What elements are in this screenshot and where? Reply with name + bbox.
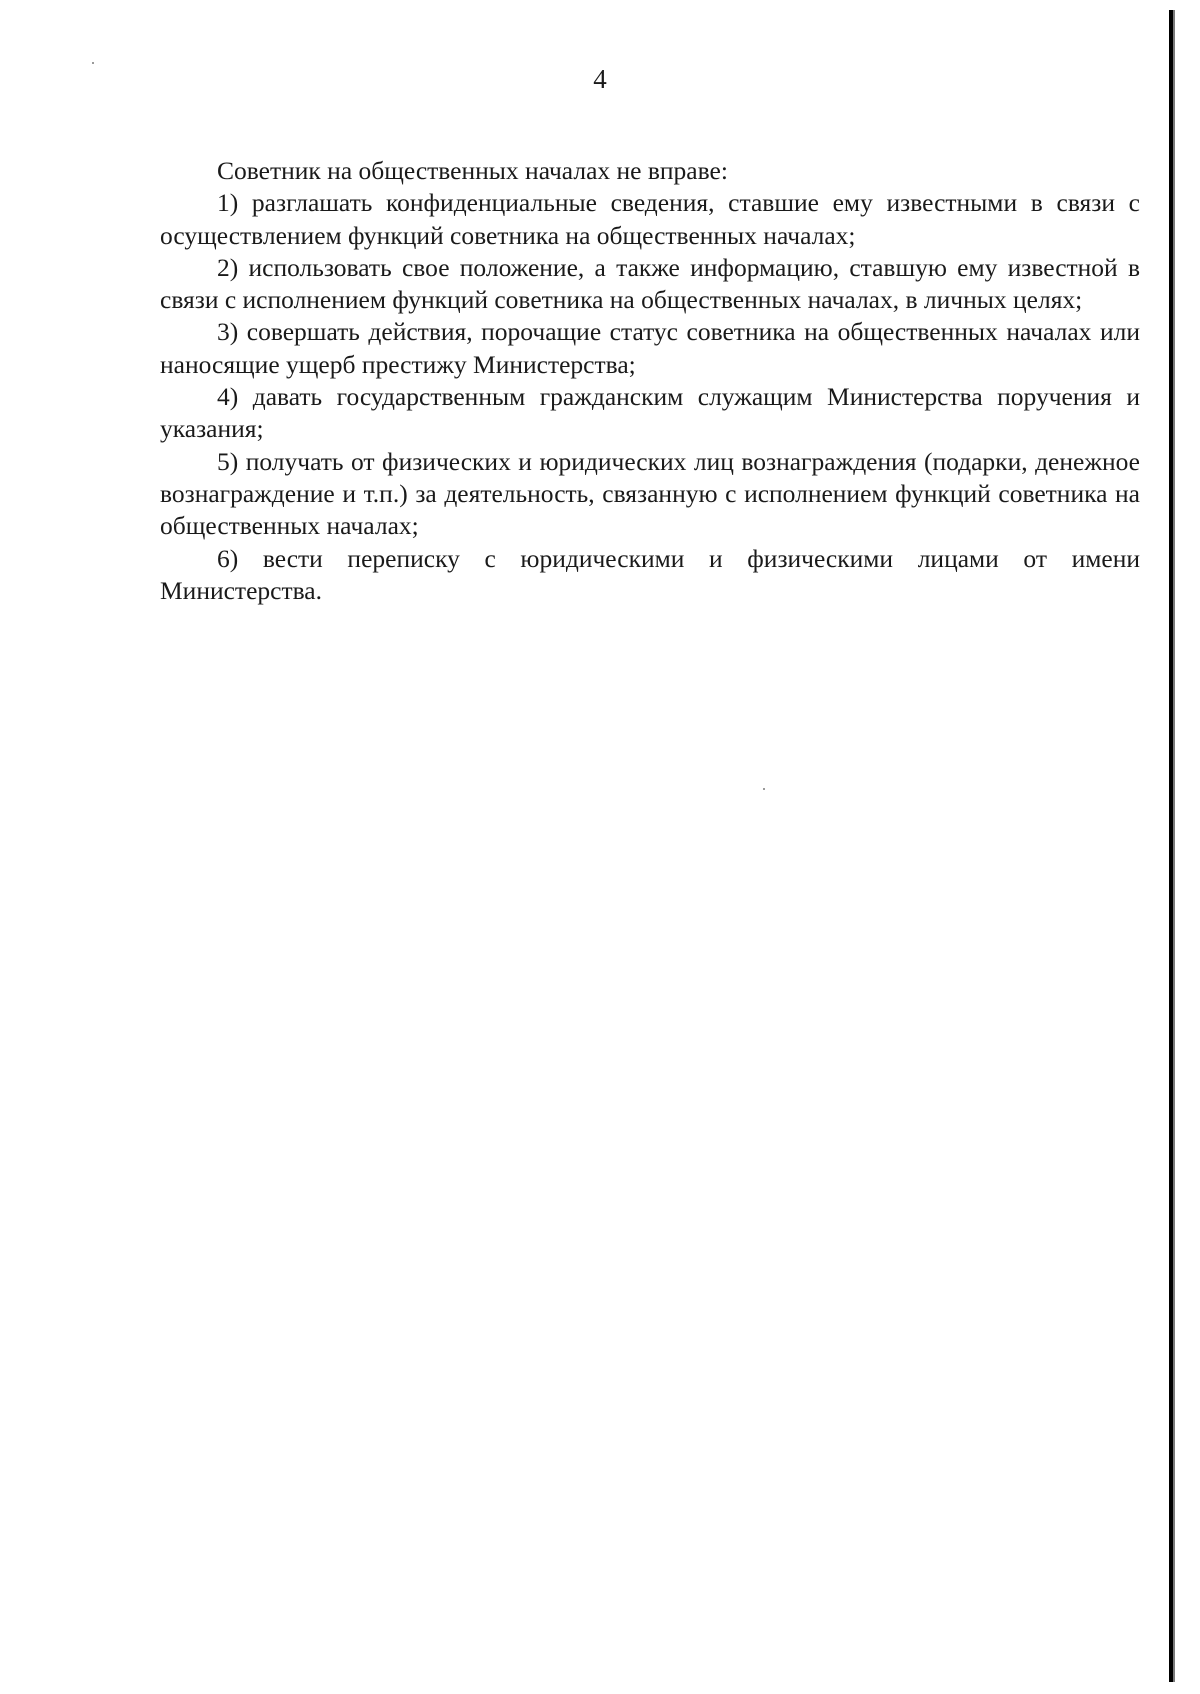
list-item-2: 2) использовать свое положение, а также информацию, ставшую ему известной в связи с исполнением функций советника на общественных началах, в личных целях;	[160, 252, 1140, 315]
list-item-4: 4) давать государственным гражданским служащим Министерства поручения и указания;	[160, 382, 1140, 444]
scan-speck	[763, 788, 765, 790]
list-item-5: 5) получать от физических и юридических лиц вознаграждения (подарки, денежное вознаграждение и т.п.) за деятельность, связанную с исполнением функций советника на общественных началах;	[160, 446, 1140, 541]
page-number: 4	[593, 64, 607, 94]
scan-edge-shadow	[1173, 10, 1175, 1682]
list-item-1: 1) разглашать конфиденциальные сведения, ставшие ему известными в связи с осуществлением функций советника на общественных началах;	[160, 188, 1140, 250]
scan-speck	[92, 62, 94, 64]
document-body	[160, 155, 1140, 607]
intro-paragraph: Советник на общественных началах не вправе:	[217, 156, 728, 185]
list-item-3: 3) совершать действия, порочащие статус советника на общественных началах или наносящие ущерб престижу Министерства;	[160, 317, 1140, 379]
list-item-6: 6) вести переписку с юридическими и физическими лицами от имени Министерства.	[160, 543, 1140, 605]
